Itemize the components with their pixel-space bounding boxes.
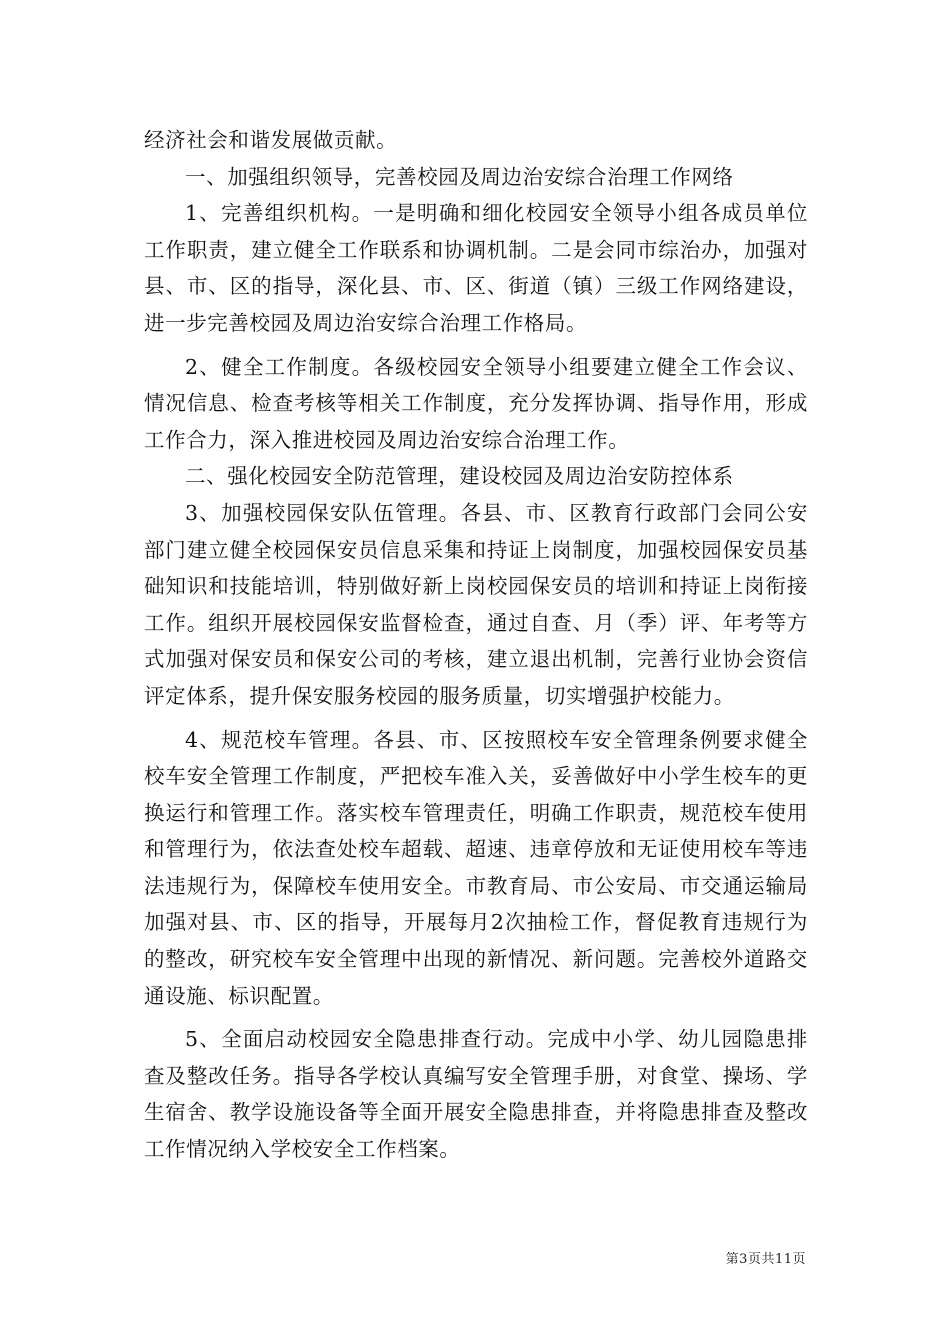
paragraph-continuation: 经济社会和谐发展做贡献。 xyxy=(144,128,398,152)
paragraph-item-5: 5、全面启动校园安全隐患排查行动。完成中小学、幼儿园隐患排查及整改任务。指导各学校认真编写安全管理手册，对食堂、操场、学生宿舍、教学设施设备等全面开展安全隐患排查，并将隐患排查及整改工作情况纳入学校安全工作档案。 xyxy=(144,1027,808,1162)
page-number: 第3页共11页 xyxy=(725,1252,806,1267)
paragraph-item-1: 1、完善组织机构。一是明确和细化校园安全领导小组各成员单位工作职责，建立健全工作联系和协调机制。二是会同市综治办，加强对县、市、区的指导，深化县、市、区、街道（镇）三级工作网络建设，进一步完善校园及周边治安综合治理工作格局。 xyxy=(144,201,808,335)
document-body xyxy=(144,122,808,1168)
section-heading-1: 一、加强组织领导，完善校园及周边治安综合治理工作网络 xyxy=(185,164,734,189)
paragraph-item-4: 4、规范校车管理。各县、市、区按照校车安全管理条例要求健全校车安全管理工作制度，严把校车准入关，妥善做好中小学生校车的更换运行和管理工作。落实校车管理责任，明确工作职责，规范校车使用和管理行为，依法查处校车超载、超速、违章停放和无证使用校车等违法违规行为，保障校车使用安全。市教育局、市公安局、市交通运输局加强对县、市、区的指导，开展每月2次抽检工作，督促教育违规行为的整改，研究校车安全管理中出现的新情况、新问题。完善校外道路交通设施、标识配置。 xyxy=(144,727,808,1008)
paragraph-item-3: 3、加强校园保安队伍管理。各县、市、区教育行政部门会同公安部门建立健全校园保安员信息采集和持证上岗制度，加强校园保安员基础知识和技能培训，特别做好新上岗校园保安员的培训和持证上岗衔接工作。组织开展校园保安监督检查，通过自查、月（季）评、年考等方式加强对保安员和保安公司的考核，建立退出机制，完善行业协会资信评定体系，提升保安服务校园的服务质量，切实增强护校能力。 xyxy=(144,500,808,708)
section-heading-2: 二、强化校园安全防范管理，建设校园及周边治安防控体系 xyxy=(185,464,734,489)
paragraph-item-2: 2、健全工作制度。各级校园安全领导小组要建立健全工作会议、情况信息、检查考核等相关工作制度，充分发挥协调、指导作用，形成工作合力，深入推进校园及周边治安综合治理工作。 xyxy=(144,354,808,452)
